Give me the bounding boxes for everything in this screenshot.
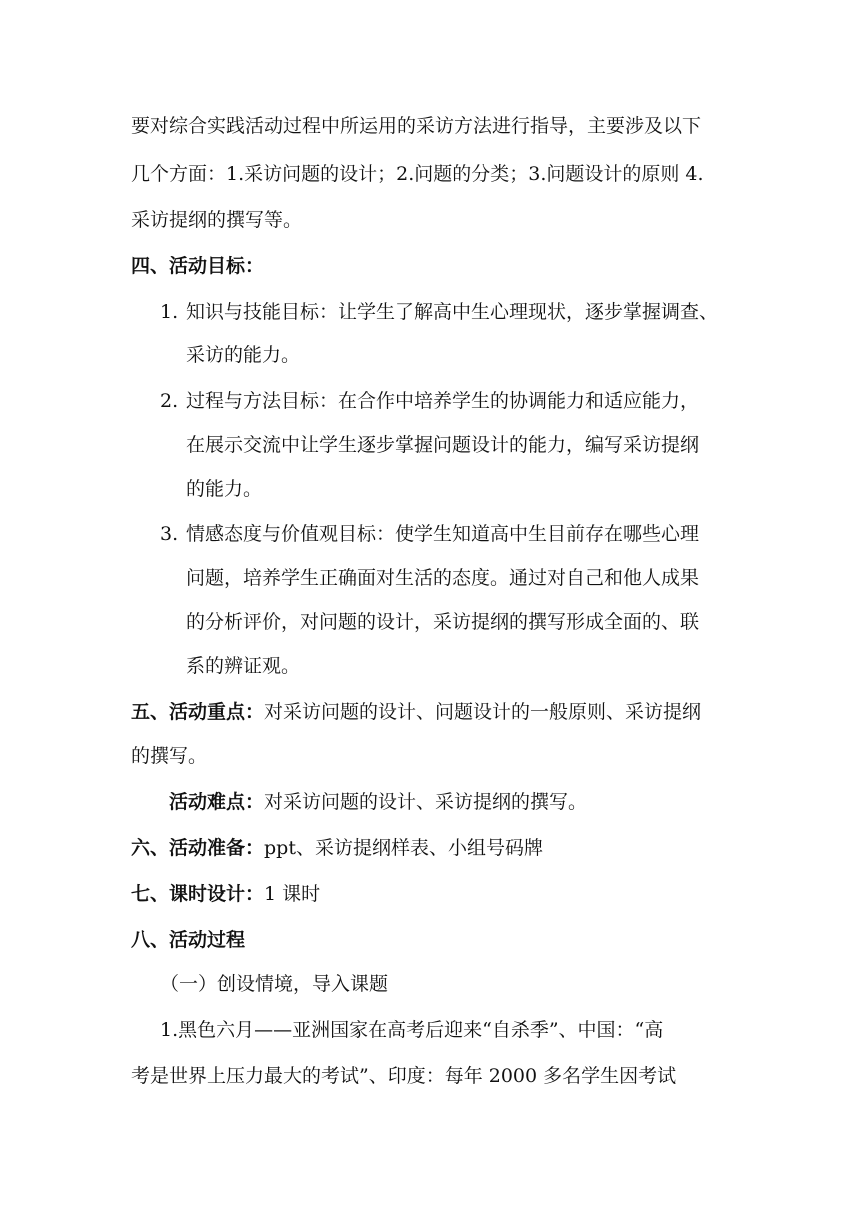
section-8-paragraph-line-1: 1.黑色六月——亚洲国家在高考后迎来“自杀季”、中国：“高	[160, 1019, 664, 1041]
goal-item-2-line-2: 在展示交流中让学生逐步掌握问题设计的能力，编写采访提纲	[186, 434, 700, 456]
goal-item-3-line-1	[160, 520, 699, 548]
section-7-text: 1 课时	[264, 883, 321, 905]
difficulty-label: 活动难点：	[169, 791, 265, 813]
section-5-label: 五、活动重点：	[131, 701, 265, 723]
section-5-line-1	[131, 698, 701, 726]
section-4-heading: 四、活动目标：	[131, 255, 265, 277]
section-5-line-2: 的撰写。	[131, 745, 208, 767]
section-5-text: 对采访问题的设计、问题设计的一般原则、采访提纲	[264, 701, 702, 723]
section-8-subheading: （一）创设情境，导入课题	[160, 973, 389, 995]
goal-item-1-text: 知识与技能目标：让学生了解高中生心理现状，逐步掌握调查、	[186, 301, 719, 323]
goal-item-1-line-1	[160, 298, 718, 326]
goal-item-2-line-1	[160, 387, 699, 415]
difficulty-text: 对采访问题的设计、采访提纲的撰写。	[264, 791, 588, 813]
goal-item-2-line-3: 的能力。	[186, 478, 263, 500]
intro-line-1: 要对综合实践活动过程中所运用的采访方法进行指导，主要涉及以下	[131, 115, 702, 137]
section-6-line	[131, 834, 543, 862]
goal-item-1-number: 1.	[160, 301, 179, 323]
goal-item-3-line-2: 问题，培养学生正确面对生活的态度。通过对自己和他人成果	[186, 567, 700, 589]
goal-item-3-number: 3.	[160, 523, 179, 545]
section-7-line	[131, 880, 320, 908]
difficulty-line	[169, 788, 587, 816]
goal-item-3-line-4: 系的辨证观。	[186, 655, 301, 677]
intro-line-2: 几个方面：1.采访问题的设计；2.问题的分类；3.问题设计的原则 4.	[131, 163, 704, 185]
section-6-text: ppt、采访提纲样表、小组号码牌	[264, 837, 543, 859]
section-8-heading: 八、活动过程	[131, 929, 246, 951]
goal-item-1-line-2: 采访的能力。	[186, 344, 301, 366]
goal-item-2-text: 过程与方法目标：在合作中培养学生的协调能力和适应能力，	[186, 390, 700, 412]
section-6-label: 六、活动准备：	[131, 837, 265, 859]
intro-line-3: 采访提纲的撰写等。	[131, 209, 303, 231]
section-8-paragraph-line-2: 考是世界上压力最大的考试”、印度：每年 2000 多名学生因考试	[131, 1065, 677, 1087]
goal-item-3-line-3: 的分析评价，对问题的设计，采访提纲的撰写形成全面的、联	[186, 611, 700, 633]
goal-item-2-number: 2.	[160, 390, 179, 412]
goal-item-3-text: 情感态度与价值观目标：使学生知道高中生目前存在哪些心理	[186, 523, 700, 545]
section-7-label: 七、课时设计：	[131, 883, 265, 905]
